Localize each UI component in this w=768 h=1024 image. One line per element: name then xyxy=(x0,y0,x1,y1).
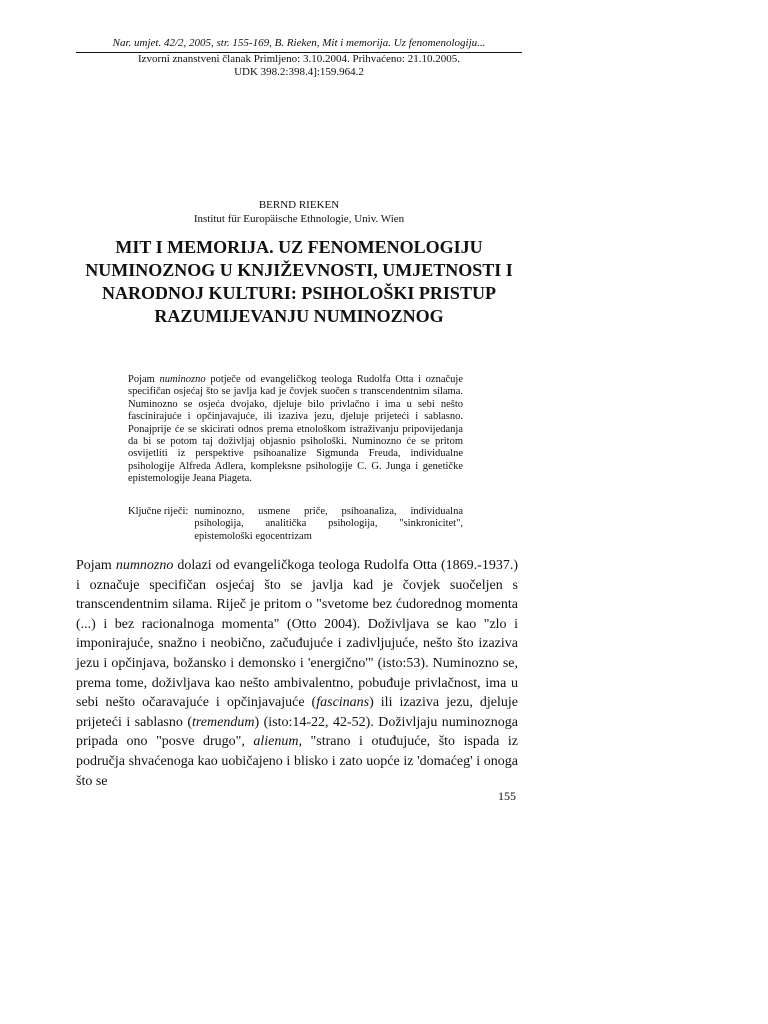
udk-code: UDK 398.2:398.4]:159.964.2 xyxy=(234,66,364,78)
article-title: MIT I MEMORIJA. UZ FENOMENOLOGIJU NUMINOZNOG U KNJIŽEVNOSTI, UMJETNOSTI I NARODNOJ KULTURI: PSIHOLOŠKI PRISTUP RAZUMIJEVANJU NUMINOZNOG xyxy=(85,237,513,326)
abstract-text-start: Pojam xyxy=(128,374,160,385)
body-segment: ) (isto:14-22, 42-52). Doživljaju numinoznoga pripada ono "posve drugo", xyxy=(76,714,518,750)
body-segment: dolazi od evangeličkoga teologa Rudolfa Otta (1869.-1937.) i označuje specifičan osjećaj što se javlja kad je čovjek suočeljen s transcendentnim silama. Riječ je pritom o "svetome bez ćudorednog momenta (...) i bez racionalnoga momenta" (Otto 2004). Doživljava se kao "zlo i imponirajuće, snažno i neobično, začuđujuće i zadivljujuće, nešto što izaziva jezu i opčinjava, božansko i demonsko i 'energično'" (isto:53). Numinozno se, prema tome, doživljava kao nešto ambivalentno, pobuđuje privlačnost, ima u sebi nešto očaravajuće i opčinjavajuće ( xyxy=(76,558,518,711)
keywords-text: numinozno, usmene priče, psihoanaliza, individualna psihologija, analitička psihologija, "sinkronicitet", epistemološki egocentrizam xyxy=(194,506,463,542)
body-term-tremendum: tremendum xyxy=(191,714,255,730)
keywords-label: Ključne riječi: xyxy=(128,506,189,517)
keywords xyxy=(128,506,463,543)
author-affiliation: Institut für Europäische Ethnologie, Univ. Wien xyxy=(193,213,405,225)
body-term-alienum: alienum, xyxy=(253,734,303,750)
body-term: numnozno xyxy=(115,558,174,573)
body-segment: "strano i otuđujuće, što ispada iz područja shvaćenoga kao uobičajeno i blisko i zato uopće iz 'domaćeg' i onoga što se xyxy=(76,734,519,789)
running-head: Nar. umjet. 42/2, 2005, str. 155-169, B. Rieken, Mit i memorija. Uz fenomenologiju... xyxy=(76,36,522,53)
page-number: 155 xyxy=(498,789,516,803)
abstract-term: numinozno xyxy=(159,374,206,385)
body-segment: Pojam xyxy=(76,558,116,573)
author-block xyxy=(76,198,522,226)
abstract xyxy=(128,374,463,486)
body-term-fascinans: fascinans xyxy=(316,695,370,711)
body-segment: ) ili izaziva jezu, djeluje prijeteći i sablasno ( xyxy=(76,695,518,730)
document-header xyxy=(76,36,522,79)
author-name: BERND RIEKEN xyxy=(258,199,340,211)
article-type-dates: Izvorni znanstveni članak Primljeno: 3.10.2004. Prihvaćeno: 21.10.2005. xyxy=(138,53,460,65)
abstract-text-rest: potječe od evangeličkog teologa Rudolfa Otta i označuje specifičan osjećaj što se javlja kad je čovjek suočen s transcendentnim silama. Numinozno se osjeća dvojako, djeluje bilo privlačno i ima u sebi nešto fascinirajuće i opčinjavajuće, ili izaziva jezu, djeluje prijeteći i sablasno. Ponajprije će se skicirati odnos prema etnološkom istraživanju pripovijedanja da bi se potom taj doživljaj objasnio psihološki. Numinozno će se pritom osvijetliti iz perspektive psihoanalize Sigmunda Freuda, individualne psihologije Alfreda Adlera, kompleksne psihologije C. G. Junga i genetičke epistemologije Jeana Piageta. xyxy=(128,374,463,485)
body-paragraph xyxy=(76,556,518,791)
